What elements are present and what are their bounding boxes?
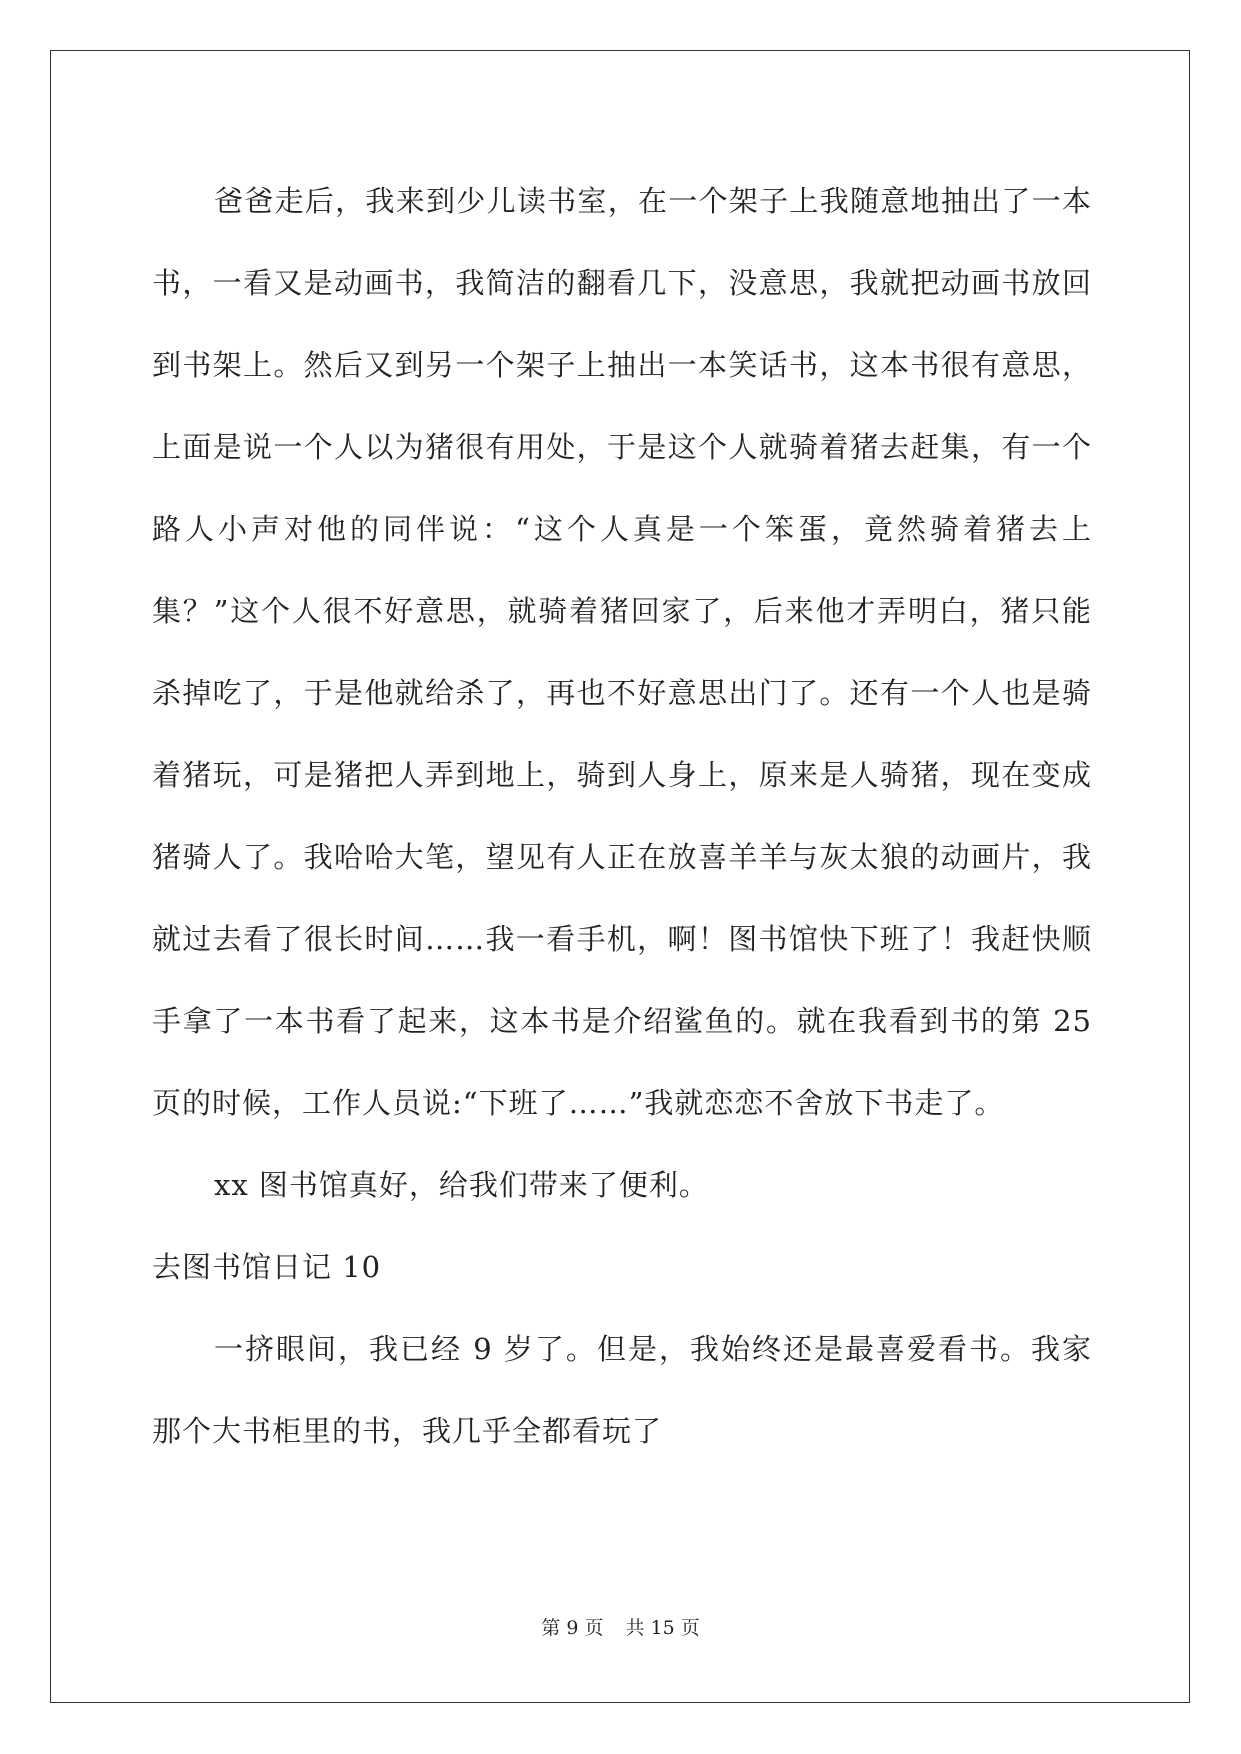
diary-heading: 去图书馆日记 10 (152, 1250, 382, 1284)
paragraph-library-story: 爸爸走后，我来到少儿读书室，在一个架子上我随意地抽出了一本书，一看又是动画书，我简洁的翻看几下，没意思，我就把动画书放回到书架上。然后又到另一个架子上抽出一本笑话书，这本书很有意思，上面是说一个人以为猪很有用处，于是这个人就骑着猪去赶集，有一个路人小声对他的同伴说：“这个人真是一个笨蛋，竟然骑着猪去上集？”这个人很不好意思，就骑着猪回家了，后来他才弄明白，猪只能杀掉吃了，于是他就给杀了，再也不好意思出门了。还有一个人也是骑着猪玩，可是猪把人弄到地上，骑到人身上，原来是人骑猪，现在变成猪骑人了。我哈哈大笔，望见有人正在放喜羊羊与灰太狼的动画片，我就过去看了很长时间……我一看手机，啊！图书馆快下班了！我赶快顺手拿了一本书看了起来，这本书是介绍鲨鱼的。就在我看到书的第 25 页的时候，工作人员说:“下班了……”我就恋恋不舍放下书走了。 (152, 184, 1092, 1120)
page-footer (0, 1616, 1241, 1640)
page-total: 共 15 页 (625, 1617, 700, 1639)
page-number: 第 9 页 (541, 1617, 604, 1639)
paragraph-library-praise: xx 图书馆真好，给我们带来了便利。 (214, 1168, 709, 1202)
document-body (152, 160, 1092, 1472)
paragraph-reading-habit: 一挤眼间，我已经 9 岁了。但是，我始终还是最喜爱看书。我家那个大书柜里的书，我几乎全都看玩了 (152, 1332, 1092, 1448)
